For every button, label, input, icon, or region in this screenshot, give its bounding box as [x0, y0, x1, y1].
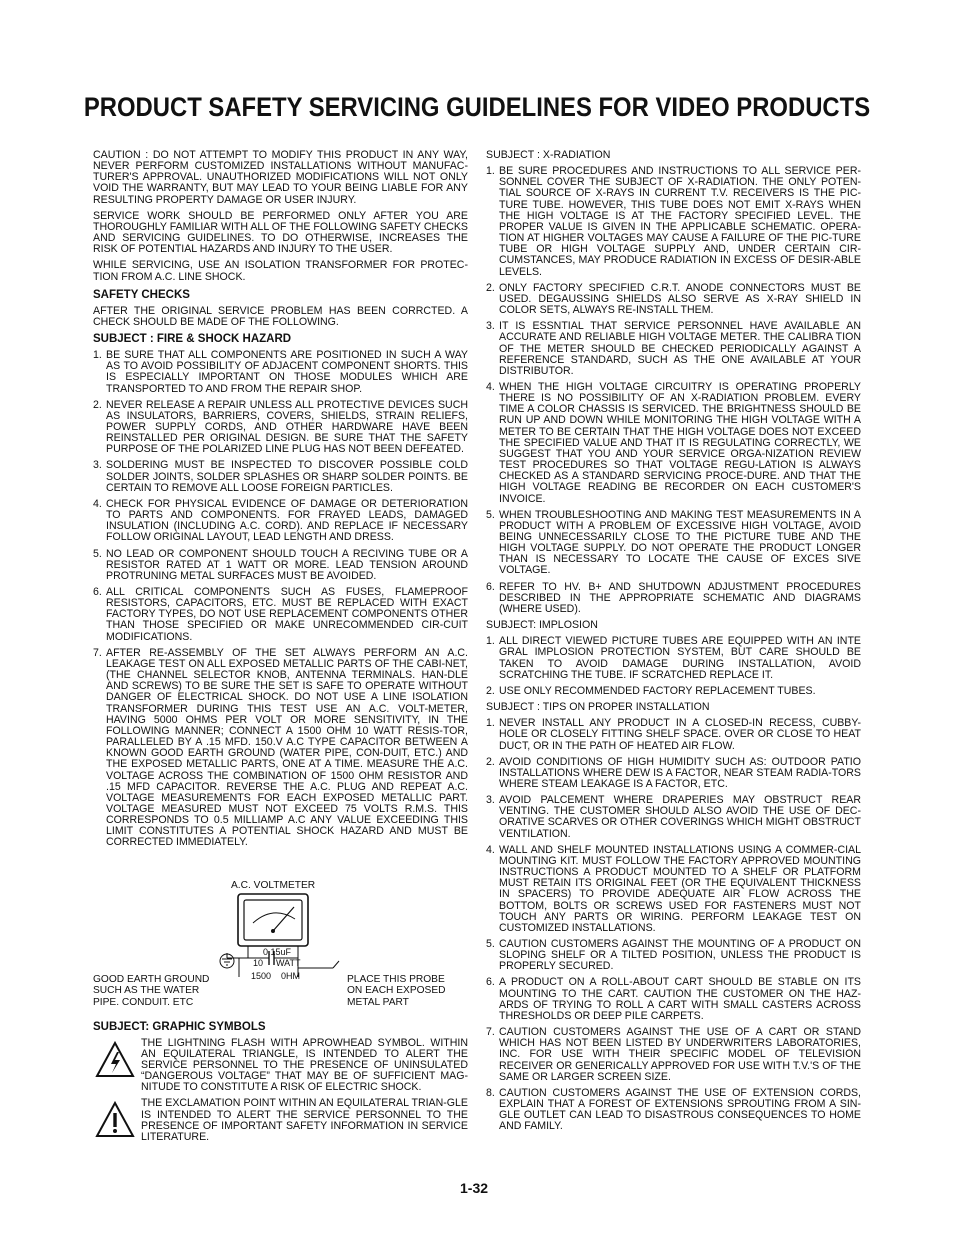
list-item-text: NEVER RELEASE A REPAIR UNLESS ALL PROTECTIVE DEVICES SUCH AS INSULATORS, BARRIERS, COVERS, SHIELDS, STRAIN RELIEFS, POWER SUPPLY CORDS, AND OTHER HARDWARE HAVE BEEN REINSTALLED PER ORIGINAL DESIGN. BE SURE THAT THE SAFETY PURPOSE OF THE POLARIZED LINE PLUG HAS NOT BEEN DEFEATED. [106, 398, 468, 456]
list-item-number: 1. [486, 717, 495, 730]
list-item-number: 3. [486, 320, 495, 333]
list-item-number: 3. [486, 794, 495, 807]
list-item-text: BE SURE THAT ALL COMPONENTS ARE POSITIONED IN SUCH A WAY AS TO AVOID POSSIBILITY OF ADJACENT COMPONENT SHORTS. THIS IS ESPECIALLY IMPORTANT ON THOSE MODULES WHICH ARE TRANSPORTED TO AND FROM THE REPAIR SHOP. [106, 349, 468, 395]
list-item-text: AFTER RE-ASSEMBLY OF THE SET ALWAYS PERFORM AN A.C. LEAKAGE TEST ON ALL EXPOSED METALLIC PARTS OF THE CABI-NET, (THE CHANNEL SELECTOR KNOB, ANTENNA TERMINALS. HAN-DLE AND SCREWS) TO BE SURE THE SET IS SAFE TO OPERATE WITHOUT DANGER OF ELECTRICAL SHOCK. DO NOT USE A LINE ISOLATION TRANSFORMER DURING THIS TEST USE AN A.C. VOLT-METER, HAVING 5000 OHMS PER VOLT OR MORE SENSITIVITY, IN THE FOLLOWING MANNER; CONNECT A 1500 OHM 10 WATT RESIS-TOR, PARALLELED BY A .15 MFD. 150.V A.C TYPE CAPACITOR BETWEEN A KNOWN GOOD EARTH GROUND (WATER PIPE, CON-DUIT, ETC.) AND THE EXPOSED METALLIC PARTS, ONE AT A TIME. MEASURE THE A.C. VOLTAGE ACROSS THE COMBINATION OF 1500 OHM RESISTOR AND .15 MFD CAPACITOR. REVERSE THE A.C. PLUG AND REPEAT A.C. VOLTAGE MEASUREMENTS FOR EACH EXPOSED METALLIC PART. VOLTAGE MEASURED MUST NOT EXCEED 75 VOLTS R.M.S. THIS CORRESPONDS TO 0.5 MILLIAMP A.C ANY VALUE EXCEEDING THIS LIMIT CONSTITUTES A POTENTIAL SHOCK HAZARD AND MUST BE CORRECTED IMMEDIATELY. [106, 646, 468, 849]
list-item-number: 2. [486, 684, 495, 697]
list-item-number: 1. [486, 635, 495, 648]
list-item-number: 1. [486, 165, 495, 178]
list-item [486, 977, 861, 1022]
list-item-number: 2. [93, 398, 102, 411]
list-item [486, 321, 861, 377]
list-item [93, 400, 468, 456]
list-item-number: 3. [93, 459, 102, 472]
list-item-number: 5. [486, 938, 495, 950]
watt-label-value: 10 [253, 957, 264, 968]
list-item [486, 1088, 861, 1133]
voltmeter-face [244, 900, 302, 940]
exclamation-symbol-block [93, 1098, 468, 1148]
list-item-number: 8. [486, 1086, 495, 1099]
list-item-number: 5. [93, 547, 102, 560]
list-item-text: CAUTION CUSTOMERS AGAINST THE USE OF EXTENSION CORDS, EXPLAIN THAT A FOREST OF EXTENSIONS SPROUTING FROM A SIN-GLE OUTLET CAN LEAD TO DISASTROUS CONSEQUENCES TO HOME AND FAMILY. [499, 1086, 861, 1133]
list-item-text: USE ONLY RECOMMENDED FACTORY REPLACEMENT TUBES. [499, 684, 816, 697]
list-item [93, 499, 468, 544]
list-item [486, 757, 861, 790]
list-item-text: AVOID PALCEMENT WHERE DRAPERIES MAY OBSTRUCT REAR VENTING. THE CUSTOMER SHOULD ALSO AVOID THE USE OF DEC-ORATIVE SCARVES OR OTHER COVERINGS WHICH MIGHT OBSTRUCT VENTILATION. [499, 794, 861, 840]
list-item-number: 6. [486, 580, 495, 593]
list-item-text: ONLY FACTORY SPECIFIED C.R.T. ANODE CONNECTORS MUST BE USED. DEGAUSSING SHIELDS ALSO SERVE AS X-RAY SHIELD IN COLOR SETS, ALWAYS RE-INSTALL THEM. [499, 281, 861, 317]
list-item-text: A PRODUCT ON A ROLL-ABOUT CART SHOULD BE STABLE ON ITS MOUNTING TO THE CART. CAUTION THE CUSTOMER ON THE HAZ-ARDS OF TRYING TO ROLL A CART WITH SMALL CASTERS ACROSS THRESHOLDS OR DEEP PILE CARPETS. [499, 976, 861, 1022]
resistor-label-unit: 0HM [281, 970, 301, 981]
xradiation-list [486, 166, 861, 615]
lightning-symbol-text: THE LIGHTNING FLASH WITH APROWHEAD SYMBOL. WITHIN AN EQUILATERAL TRIANGLE, IS INTENDED TO ALERT THE SERVICE PERSONNEL TO THE PRESENCE OF UNINSULATED “DANGEROUS VOLTAGE” THAT MAY BE OF SUFFICIENT MAG-NITUDE TO CONSTITUTE A RISK OF ELECTRIC SHOCK. [141, 1036, 468, 1094]
list-item-number: 7. [486, 1026, 495, 1039]
list-item-number: 4. [486, 380, 495, 393]
list-item-number: 5. [486, 508, 495, 521]
list-item-number: 4. [486, 843, 495, 856]
isolation-paragraph: WHILE SERVICING, USE AN ISOLATION TRANSFORMER FOR PROTEC-TION FROM A.C. LINE SHOCK. [93, 259, 468, 283]
exclamation-triangle-icon [95, 1100, 135, 1140]
capacitor-label: 0.15uF [263, 946, 292, 957]
caution-paragraph: CAUTION : DO NOT ATTEMPT TO MODIFY THIS PRODUCT IN ANY WAY, NEVER PERFORM CUSTOMIZED INSTALLATIONS WITHOUT MANUFAC-TURER'S APPROVAL. UNAUTHORIZED MODIFICATIONS WILL NOT ONLY VOID THE WARRANTY, BUT MAY LEAD TO YOUR BEING LIABLE FOR ANY RESULTING PROPERTY DAMAGE OR USER INJURY. [93, 149, 468, 206]
left-column [93, 150, 468, 1153]
graphic-symbols-heading: SUBJECT: GRAPHIC SYMBOLS [93, 1020, 266, 1033]
list-item-text: IT IS ESSNTIAL THAT SERVICE PERSONNEL HAVE AVAILABLE AN ACCURATE AND RELIABLE HIGH VOLTAGE METER. THE CALIBRA TION OF THE METER SHOULD BE CHECKED PERIODICALLY AGAINST A REFERENCE STANDARD, SUCH AS THE ONE AVAILABLE AT YOUR DISTRIBUTOR. [499, 320, 861, 377]
list-item [486, 845, 861, 934]
list-item [486, 382, 861, 505]
list-item [486, 510, 861, 577]
list-item-text: CAUTION CUSTOMERS AGAINST THE USE OF A CART OR STAND WHICH HAS NOT BEEN LISTED BY UNDERWRITERS LABORATORIES, INC. FOR USE WITH THEIR SPECIFIC MODEL OF TELEVISION RECEIVER OR GENERICALLY APPROVED FOR USE WITH T.V.'S OF THE SAME OR LARGER SCREEN SIZE. [499, 1026, 861, 1083]
list-item-text: WHEN THE HIGH VOLTAGE CIRCUITRY IS OPERATING PROPERLY THERE IS NO POSSIBILITY OF AN X-RADIATION PROBLEM. EVERY TIME A COLOR CHASSIS IS SERVICED. THE BRIGHTNESS SHOULD BE RUN UP AND DOWN WHILE MONITORING THE HIGH VOLTAGE WITH A METER TO BE CERTAIN THAT THE HIGH VOLTAGE DOES NOT EXCEED THE SPECIFIED VALUE AND THAT IT IS REGULATING CORRECTLY, WE SUGGEST THAT YOU AND YOUR SERVICE ORGA-NIZATION REVIEW TEST PROCEDURES SO THAT VOLTAGE REGU-LATION IS ALWAYS CHECKED AS A STANDARD SERVICING PROCE-DURE. AND THAT THE HIGH VOLTAGE READING BE RECORDER ON EACH CUSTOMER'S INVOICE. [499, 380, 861, 505]
implosion-heading: SUBJECT: IMPLOSION [486, 619, 598, 632]
list-item [93, 350, 468, 395]
list-item-text: NEVER INSTALL ANY PRODUCT IN A CLOSED-IN RECESS, CUBBY-HOLE OR CLOSELY FITTING SHELF SPACE. OVER OR CLOSE TO HEAT DUCT, OR IN THE PATH OF HEATED AIR FLOW. [499, 717, 861, 752]
list-item-number: 7. [93, 646, 102, 659]
list-item-text: CAUTION CUSTOMERS AGAINST THE MOUNTING OF A PRODUCT ON SLOPING SHELF OR A TILTED POSITION, UNLESS THE PRODUCT IS PROPERLY SECURED. [499, 938, 861, 973]
probe-tip [333, 961, 339, 968]
lightning-triangle-icon [95, 1040, 135, 1080]
safety-checks-text: AFTER THE ORIGINAL SERVICE PROBLEM HAS BEEN CORRCTED. A CHECK SHOULD BE MADE OF THE FOLLOWING. [93, 304, 468, 328]
list-item [486, 166, 861, 278]
service-work-paragraph: SERVICE WORK SHOULD BE PERFORMED ONLY AFTER YOU ARE THOROUGHLY FAMILIAR WITH ALL OF THE FOLLOWING SAFETY CHECKS AND SERVICING GUIDELINES. TO DO OTHERWISE, INCREASES THE RISK OF POTENTIAL HAZARDS AND INJURY TO THE USER. [93, 209, 468, 256]
fire-shock-heading: SUBJECT : FIRE & SHOCK HAZARD [93, 333, 292, 346]
list-item [486, 795, 861, 840]
list-item-text: WALL AND SHELF MOUNTED INSTALLATIONS USING A COMMER-CIAL MOUNTING KIT. MUST FOLLOW THE FACTORY APPROVED MOUNTING INSTRUCTIONS A PRODUCT MOUNTED TO A SHELF OR PLATFORM MUST RETAIN ITS ORIGINAL FEET (OR THE EQUIVALENT THICKNESS IN SPACERS) TO PROVIDE ADEQUATE AIR FLOW ACROSS THE BOTTOM, BOLTS OR SCREWS USED FOR FASTENERS MUST NOT TOUCH ANY PARTS OR WIRING. PERFORM LEAKAGE TEST ON CUSTOMIZED INSTALLATIONS. [499, 843, 861, 934]
page-number: 1-32 [460, 1180, 489, 1196]
list-item-text: REFER TO HV. B+ AND SHUTDOWN ADJUSTMENT PROCEDURES DESCRIBED IN THE APPROPRIATE SCHEMATIC AND DIAGRAMS (WHERE USED). [499, 580, 861, 615]
probe-note: PLACE THIS PROBE ON EACH EXPOSED METAL PART [347, 973, 446, 1008]
list-item [486, 283, 861, 316]
list-item-text: ALL CRITICAL COMPONENTS SUCH AS FUSES, FLAMEPROOF RESISTORS, CAPACITORS, ETC. MUST BE REPLACED WITH EXACT FACTORY TYPES, DO NOT USE REPLACEMENT COMPONENTS OTHER THAN THOSE SPECIFIED OR MAKE UNRECOMMENDED CIR-CUIT MODIFICATIONS. [106, 586, 468, 643]
voltmeter-label: A.C. VOLTMETER [231, 879, 316, 891]
list-item-text: CHECK FOR PHYSICAL EVIDENCE OF DAMAGE OR DETERIORATION TO PARTS AND COMPONENTS. FOR FRAYED LEADS, DAMAGED INSULATION (INCLUDING A.C. CORD). AND REPLACE IF NECESSARY FOLLOW ORIGINAL LAYOUT, LEAD LENGTH AND DRESS. [106, 497, 468, 544]
xradiation-heading: SUBJECT : X-RADIATION [486, 149, 611, 161]
list-item [486, 582, 861, 615]
list-item [93, 549, 468, 582]
safety-checks-heading: SAFETY CHECKS [93, 288, 190, 301]
implosion-list [486, 636, 861, 697]
lightning-symbol-block [93, 1038, 468, 1094]
list-item-text: WHEN TROUBLESHOOTING AND MAKING TEST MEASUREMENTS IN A PRODUCT WITH A PROBLEM OF EXCESSIVE HIGH VOLTAGE, AVOID BEING UNNECESSARILY CLOSE TO THE PICTURE TUBE AND THE HIGH VOLTAGE SUPPLY. DO NOT OPERATE THE PRODUCT LONGER THAN IS NECESSARY TO LOCATE THE CAUSE OF EXCES SIVE VOLTAGE. [499, 508, 861, 577]
installation-heading: SUBJECT : TIPS ON PROPER INSTALLATION [486, 701, 710, 714]
list-item-text: AVOID CONDITIONS OF HIGH HUMIDITY SUCH AS: OUTDOOR PATIO INSTALLATIONS WHERE DEW IS A FACTOR, NEAR STEAM RADIA-TORS WHERE STEAM LEAKAGE IS A FACTOR, ETC. [499, 755, 861, 790]
list-item-text: SOLDERING MUST BE INSPECTED TO DISCOVER POSSIBLE COLD SOLDER JOINTS, SOLDER SPLASHES OR SHARP SOLDER POINTS. BE CERTAIN TO REMOVE ALL LOOSE FOREIGN PARTICLES. [106, 459, 468, 494]
list-item-number: 4. [93, 497, 102, 510]
installation-list [486, 718, 861, 1132]
list-item [486, 939, 861, 972]
list-item [486, 636, 861, 681]
resistor-label-value: 1500 [251, 970, 272, 981]
list-item [486, 718, 861, 751]
list-item-text: ALL DIRECT VIEWED PICTURE TUBES ARE EQUIPPED WITH AN INTE GRAL IMPLOSION PROTECTION SYSTEM, BUT CARE SHOULD BE TAKEN TO AVOID DAMAGE DURING INSTALLATION, AVOID SCRATCHING THE TUBE. IF SCRATCHED REPLACE IT. [499, 635, 861, 681]
ground-note: GOOD EARTH GROUND SUCH AS THE WATER PIPE. CONDUIT. ETC [93, 973, 210, 1008]
list-item-text: BE SURE PROCEDURES AND INSTRUCTIONS TO ALL SERVICE PER-SONNEL COVER THE SUBJECT OF X-RADIATION. THE ONLY POTEN-TIAL SOURCE OF X-RAYS IN CURRENT T.V. RECEIVERS IS THE PIC-TURE TUBE. HOWEVER, THIS TUBE DOES NOT EMIT X-RAYS WHEN THE HIGH VOLTAGE IS AT THE FACTORY SPECIFIED LEVEL. THE PROPER VALUE IS GIVEN IN THE APPLICABLE SCHEMATIC. OPERA-TION AT HIGHER VOLTAGES MAY CAUSE A FAILURE OF THE PIC-TURE TUBE OR HIGH VOLTAGE SUPPLY AND, UNDER CERTAIN CIR-CUMSTANCES, MAY PRODUCE RADIATION IN EXCESS OF DESIR-ABLE LEVELS. [499, 165, 861, 278]
list-item [486, 686, 861, 697]
list-item-number: 6. [93, 586, 102, 598]
list-item [93, 648, 468, 849]
right-column [486, 150, 861, 1138]
list-item-number: 6. [486, 976, 495, 989]
list-item-number: 2. [486, 281, 495, 294]
list-item [93, 587, 468, 643]
page-title: PRODUCT SAFETY SERVICING GUIDELINES FOR VIDEO PRODUCTS [83, 92, 871, 122]
list-item-text: NO LEAD OR COMPONENT SHOULD TOUCH A RECIVING TUBE OR A RESISTOR RATED AT 1 WATT OR MORE. LEAD TENSION AROUND PROTRUNING METAL SURFACES MUST BE AVOIDED. [106, 547, 468, 582]
watt-label-unit: WATT [275, 957, 301, 968]
list-item [93, 460, 468, 493]
list-item-number: 2. [486, 755, 495, 768]
list-item-number: 1. [93, 349, 102, 362]
exclamation-symbol-text: THE EXCLAMATION POINT WITHIN AN EQUILATERAL TRIAN-GLE IS INTENDED TO ALERT THE SERVICE PERSONNEL TO THE PRESENCE OF IMPORTANT SAFETY INFORMATION IN SERVICE LITERATURE. [141, 1097, 468, 1143]
fire-shock-list [93, 350, 468, 849]
list-item [486, 1027, 861, 1083]
